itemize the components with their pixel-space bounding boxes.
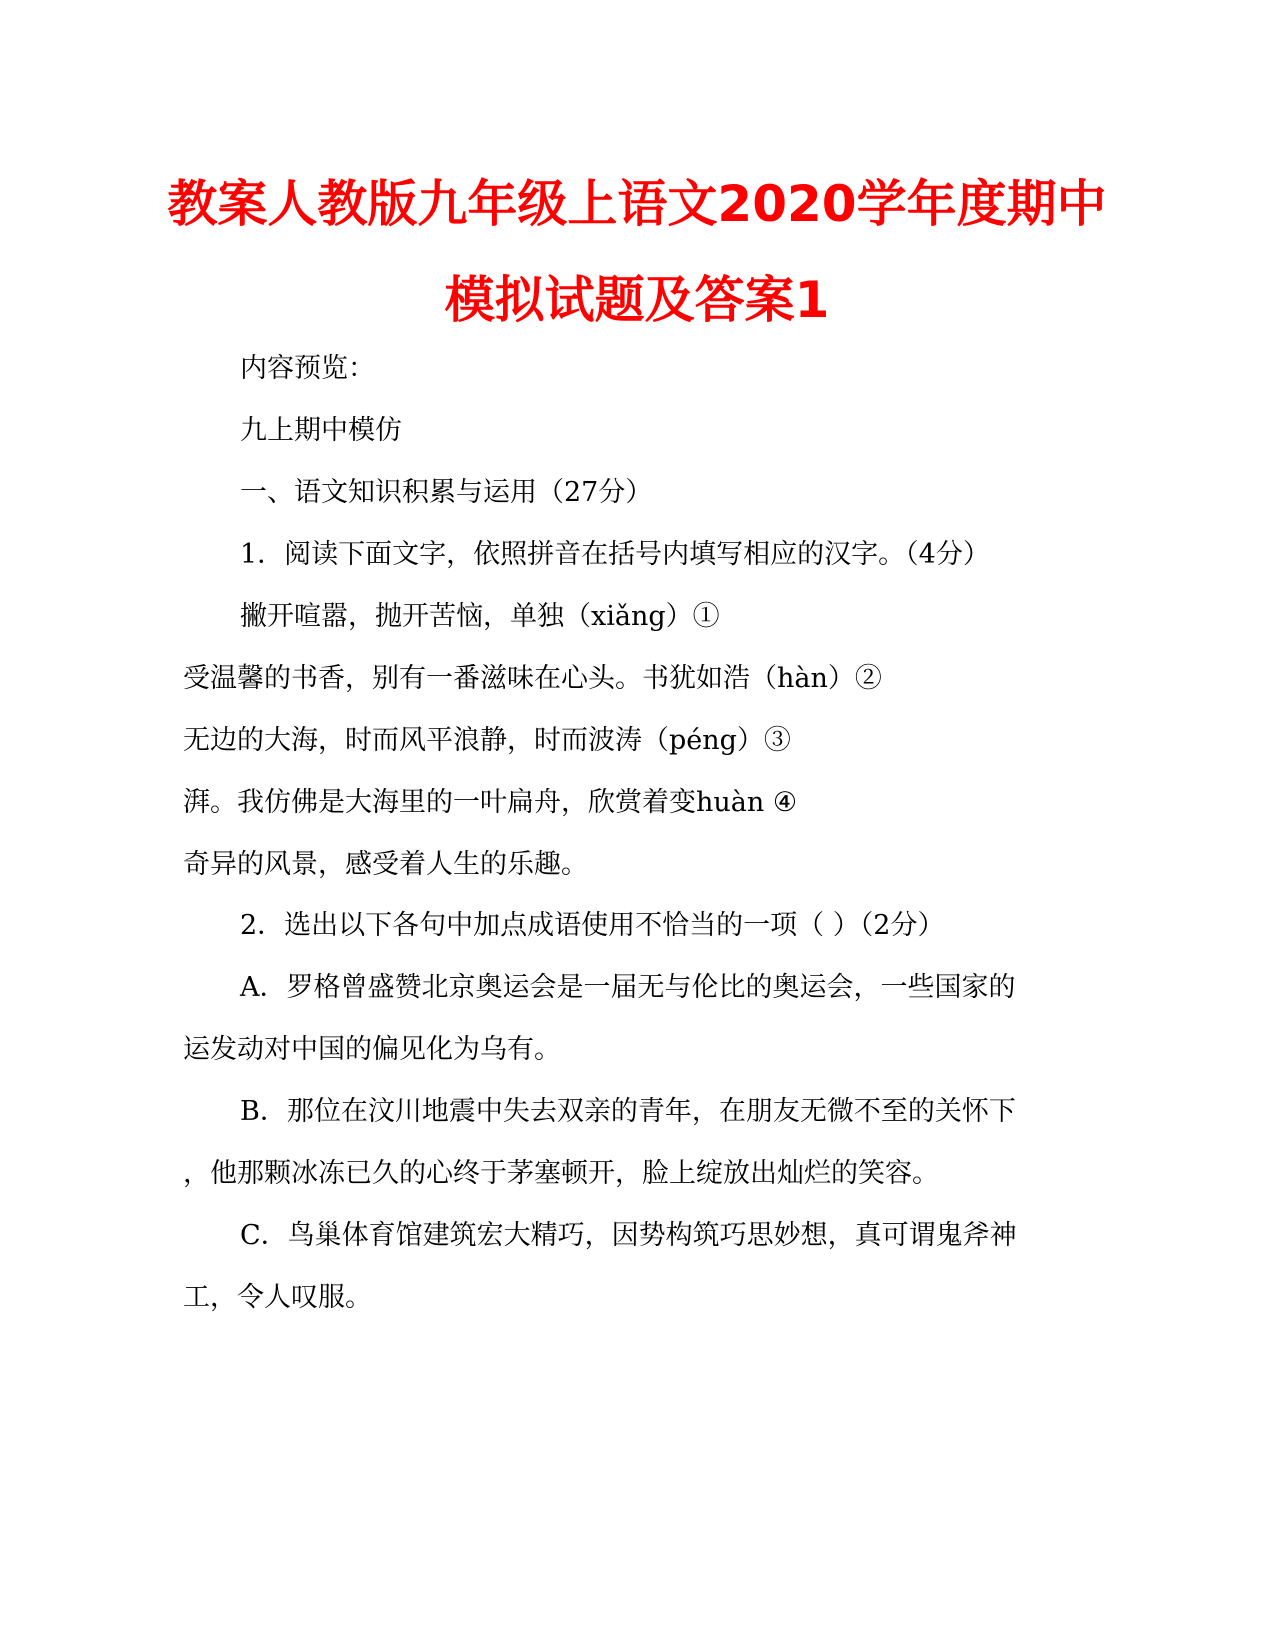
passage-line: 奇异的风景，感受着人生的乐趣。 [183, 849, 588, 880]
option-b: B．那位在汶川地震中失去双亲的青年，在朋友无微不至的关怀下 [240, 1096, 1016, 1127]
option-a: A．罗格曾盛赞北京奥运会是一届无与伦比的奥运会，一些国家的 [240, 972, 1016, 1003]
option-c: C．鸟巢体育馆建筑宏大精巧，因势构筑巧思妙想，真可谓鬼斧神 [240, 1220, 1017, 1251]
preview-label: 内容预览： [240, 353, 375, 384]
passage-line: 撇开喧嚣，抛开苦恼，单独（xiǎng）① [240, 601, 720, 632]
passage-line: 湃。我仿佛是大海里的一叶扁舟，欣赏着变huàn ④ [183, 787, 798, 818]
passage-line: 无边的大海，时而风平浪静，时而波涛（péng）③ [183, 725, 791, 756]
option-b-continued: ，他那颗冰冻已久的心终于茅塞顿开，脸上绽放出灿烂的笑容。 [183, 1158, 939, 1189]
document-title-line-2: 模拟试题及答案1 [444, 271, 830, 329]
question-1: 1．阅读下面文字，依照拼音在括号内填写相应的汉字。（4分） [240, 539, 990, 570]
document-title-line-1: 教案人教版九年级上语文2020学年度期中 [167, 175, 1107, 233]
question-2: 2．选出以下各句中加点成语使用不恰当的一项（ ）（2分） [240, 910, 945, 941]
passage-line: 受温馨的书香，别有一番滋味在心头。书犹如浩（hàn）② [183, 663, 882, 694]
option-c-continued: 工，令人叹服。 [183, 1282, 372, 1313]
option-a-continued: 运发动对中国的偏见化为乌有。 [183, 1034, 561, 1065]
exam-subtitle: 九上期中模仿 [240, 415, 402, 446]
section-heading: 一、语文知识积累与运用（27分） [240, 477, 653, 508]
